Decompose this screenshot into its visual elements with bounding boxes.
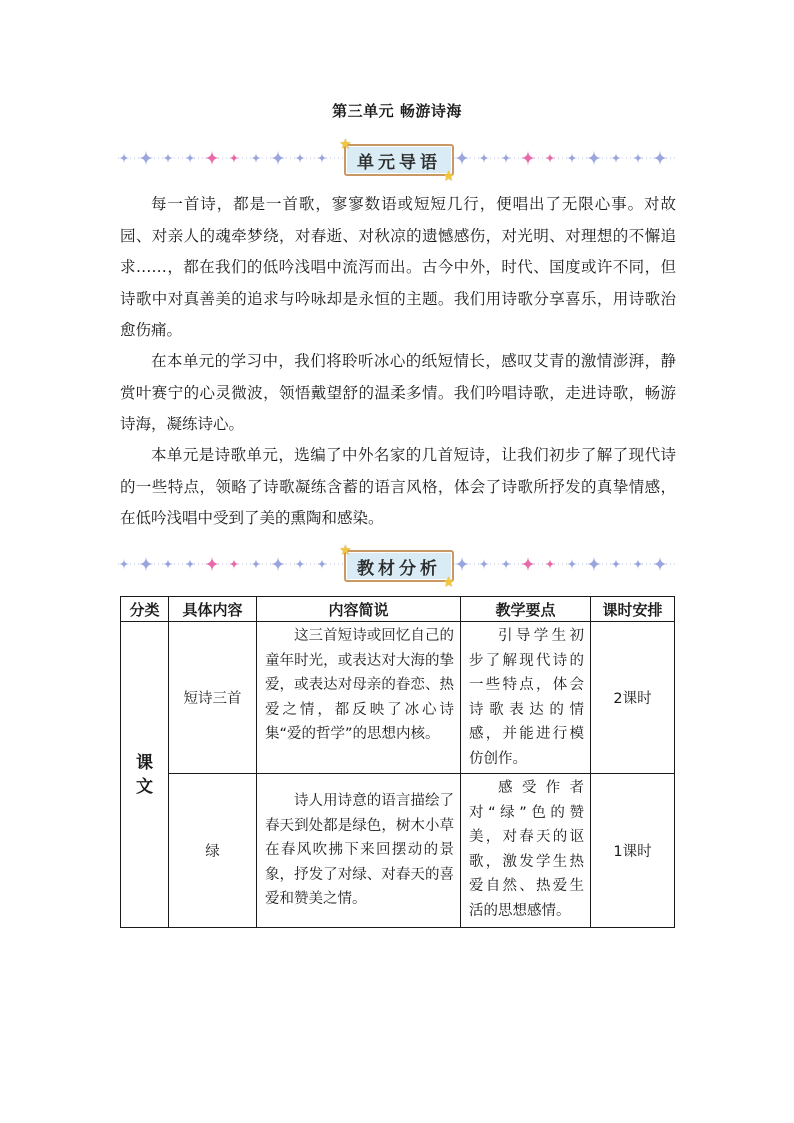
sparkle-icon [251, 559, 262, 570]
sparkle-icon [229, 153, 240, 164]
header-content: 具体内容 [169, 597, 257, 622]
sparkle-icon [204, 556, 220, 572]
sparkle-icon [520, 150, 536, 166]
sparkle-icon [545, 153, 556, 164]
sparkle-icon [270, 150, 286, 166]
sparkle-icon [185, 559, 196, 570]
sparkle-icon [652, 556, 668, 572]
sparkle-icon [163, 153, 174, 164]
sparkle-icon [119, 153, 130, 164]
sparkle-icon [454, 150, 470, 166]
sparkle-icon [545, 559, 556, 570]
table-row [121, 774, 675, 928]
sparkle-icon [454, 556, 470, 572]
sparkle-icon [633, 559, 644, 570]
analysis-table [120, 596, 675, 928]
header-hours: 课时安排 [591, 597, 675, 622]
sparkle-icon [501, 153, 512, 164]
sparkle-icon [204, 150, 220, 166]
sparkle-icon [138, 150, 154, 166]
sparkle-icon [295, 153, 306, 164]
header-summary: 内容简说 [257, 597, 461, 622]
intro-paragraph-1: 每一首诗，都是一首歌，寥寥数语或短短几行，便唱出了无限心事。对故园、对亲人的魂牵梦绕，对春逝、对秋凉的遗憾感伤，对光明、对理想的不懈追求……，都在我们的低吟浅唱中流泻而出。古今中外，时代、国度或许不同，但诗歌中对真善美的追求与吟咏却是永恒的主题。我们用诗歌分享喜乐，用诗歌治愈伤痛。 [120, 195, 676, 339]
content-cell: 绿 [169, 774, 257, 928]
category-cell: 课文 [121, 622, 169, 928]
sparkle-icon [501, 559, 512, 570]
summary-cell: 诗人用诗意的语言描绘了春天到处都是绿色，树木小草在春风吹拂下来回摆动的景象，抒发了对绿、对春天的喜爱和赞美之情。 [257, 774, 461, 928]
sparkle-icon [567, 559, 578, 570]
star-icon: ★ [443, 575, 458, 589]
sparkle-icon [295, 559, 306, 570]
page-title: 第三单元 畅游诗海 [332, 102, 462, 120]
star-icon: ★ [340, 137, 355, 151]
sparkle-icon [611, 559, 622, 570]
sparkle-icon [229, 559, 240, 570]
sparkle-icon [479, 559, 490, 570]
sparkle-icon [633, 153, 644, 164]
intro-paragraph-2: 在本单元的学习中，我们将聆听冰心的纸短情长，感叹艾青的激情澎湃，静赏叶赛宁的心灵微波，领悟戴望舒的温柔多情。我们吟唱诗歌，走进诗歌，畅游诗海，凝练诗心。 [120, 352, 676, 433]
section-badge-label: 单元导语 [357, 152, 441, 173]
sparkle-icon [586, 150, 602, 166]
sparkle-icon [611, 153, 622, 164]
points-cell: 引导学生初步了解现代诗的一些特点，体会诗歌表达的情感，并能进行模仿创作。 [461, 622, 591, 774]
summary-cell: 这三首短诗或回忆自己的童年时光，或表达对大海的挚爱，或表达对母亲的眷恋、热爱之情，都反映了冰心诗集“爱的哲学”的思想内核。 [257, 622, 461, 774]
section-badge-label: 教材分析 [357, 558, 441, 579]
intro-paragraph-3: 本单元是诗歌单元，选编了中外名家的几首短诗，让我们初步了解了现代诗的一些特点，领略了诗歌凝练含蓄的语言风格，体会了诗歌所抒发的真挚情感，在低吟浅唱中受到了美的熏陶和感染。 [120, 446, 676, 527]
sparkle-icon [317, 559, 328, 570]
section-badge-material-analysis [340, 543, 458, 589]
content-cell: 短诗三首 [169, 622, 257, 774]
section-badge-unit-intro [340, 137, 458, 183]
sparkle-icon [520, 556, 536, 572]
star-icon: ★ [443, 169, 458, 183]
sparkle-icon [138, 556, 154, 572]
sparkle-icon [270, 556, 286, 572]
sparkle-icon [479, 153, 490, 164]
sparkle-icon [567, 153, 578, 164]
sparkle-icon [185, 153, 196, 164]
sparkle-icon [317, 153, 328, 164]
points-cell: 感受作者对“绿”色的赞美，对春天的讴歌，激发学生热爱自然、热爱生活的思想感情。 [461, 774, 591, 928]
sparkle-icon [586, 556, 602, 572]
hours-cell: 2课时 [591, 622, 675, 774]
table-header-row [121, 597, 675, 622]
header-teaching-points: 教学要点 [461, 597, 591, 622]
sparkle-icon [251, 153, 262, 164]
sparkle-icon [119, 559, 130, 570]
star-icon: ★ [340, 543, 355, 557]
hours-cell: 1课时 [591, 774, 675, 928]
sparkle-icon [163, 559, 174, 570]
table-row [121, 622, 675, 774]
header-category: 分类 [121, 597, 169, 622]
sparkle-icon [652, 150, 668, 166]
